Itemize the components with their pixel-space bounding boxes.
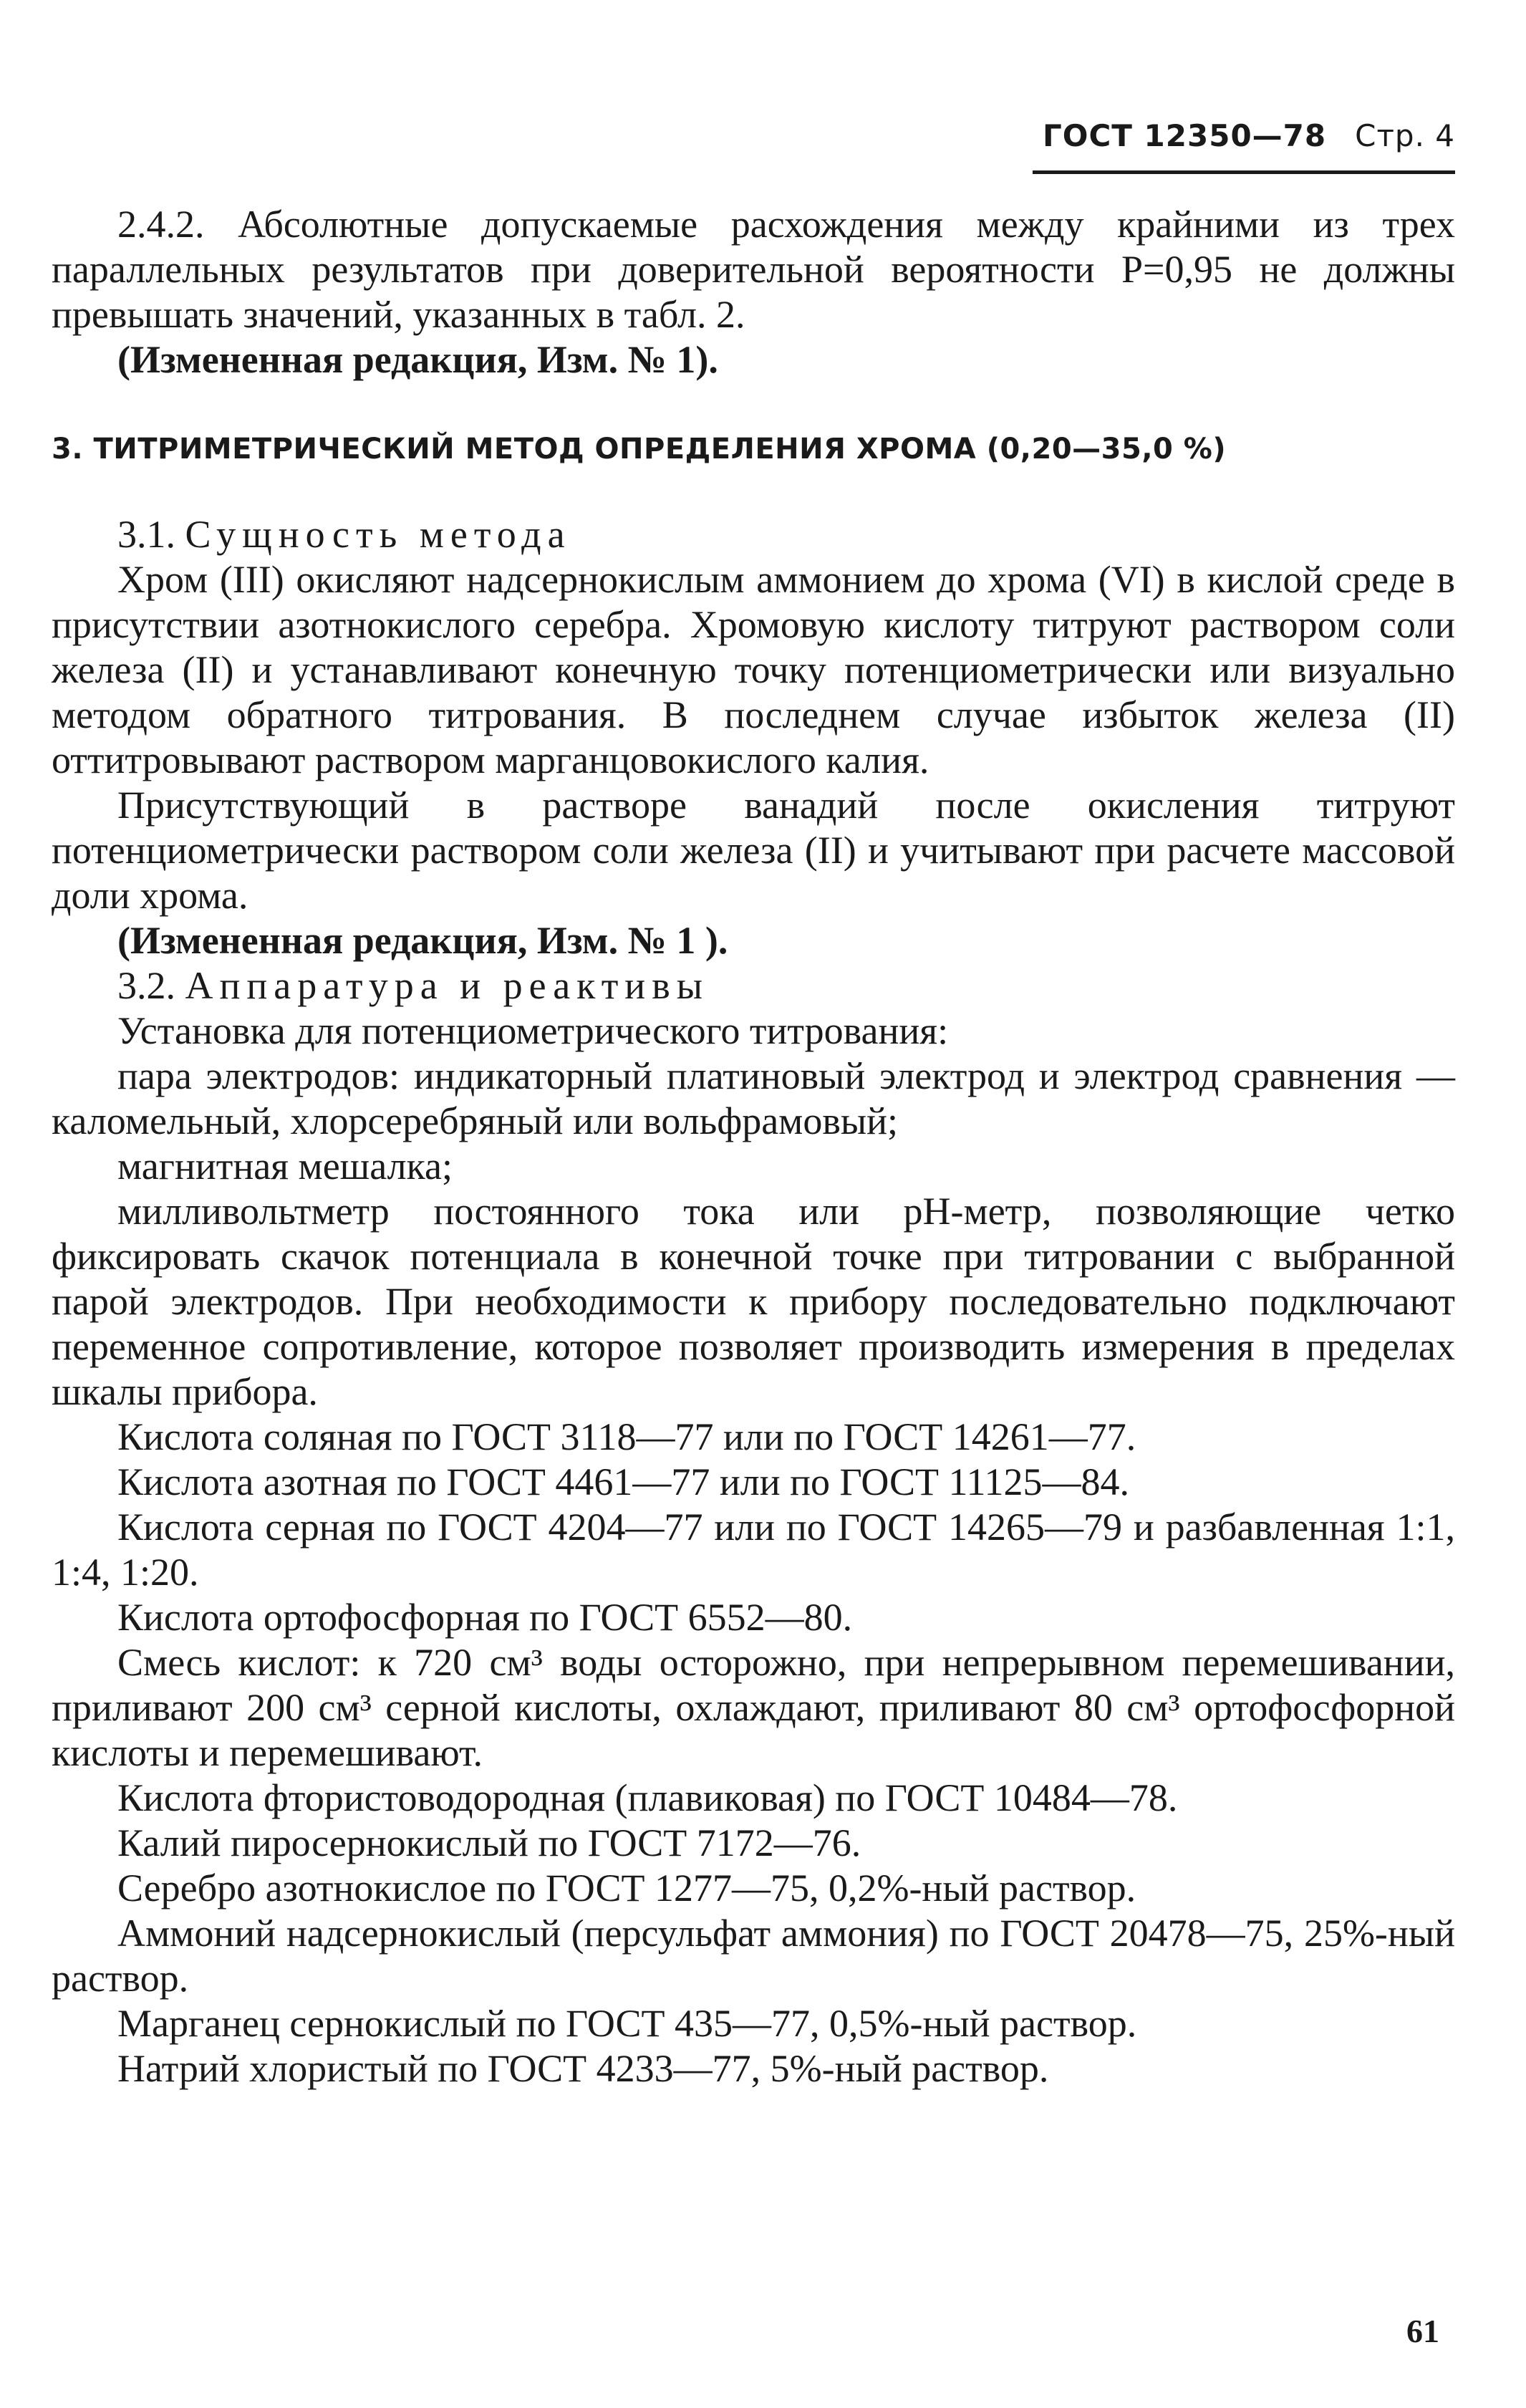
section-3-title: 3. ТИТРИМЕТРИЧЕСКИЙ МЕТОД ОПРЕДЕЛЕНИЯ ХРОМА (0,20—35,0 %) <box>52 433 1227 466</box>
subsection-number: 3.1. <box>117 513 175 556</box>
subsection-number: 3.2. <box>117 964 175 1007</box>
page-number: 61 <box>1406 2313 1439 2349</box>
subsection-title: Аппаратура и реактивы <box>185 964 709 1007</box>
reagent-item: Аммоний надсернокислый (персульфат аммония) по ГОСТ 20478—75, 25%-ный раствор. <box>52 1912 1455 2000</box>
gost-code: ГОСТ 12350—78 <box>1042 118 1327 153</box>
subsection-title: Сущность метода <box>185 513 571 556</box>
reagent-item: Кислота фтористоводородная (плавиковая) по ГОСТ 10484—78. <box>117 1776 1178 1819</box>
apparatus-item: милливольтметр постоянного тока или pH-метр, позволяющие четко фиксировать скачок потенциала в конечной точке при титровании с выбранной парой электродов. При необходимости к прибору последовательно подключают переменное сопротивление, которое позволяет производить измерения в пределах шкалы прибора. <box>52 1190 1455 1413</box>
method-essence-paragraph: Хром (III) окисляют надсернокислым аммонием до хрома (VI) в кислой среде в присутствии азотнокислого серебра. Хромовую кислоту титруют раствором соли железа (II) и устанавливают конечную точку потенциометрически или визуально методом обратного титрования. В последнем случае избыток железа (II) оттитровывают раствором марганцовокислого калия. <box>52 558 1455 781</box>
subsection-3-1-heading <box>52 512 1455 557</box>
reagent-item: Кислота ортофосфорная по ГОСТ 6552—80. <box>117 1596 853 1639</box>
vanadium-paragraph: Присутствующий в растворе ванадий после окисления титруют потенциометрически раствором соли железа (II) и учитывают при расчете массовой доли хрома. <box>52 784 1455 917</box>
page-header <box>1043 118 1455 153</box>
reagent-item: Кислота серная по ГОСТ 4204—77 или по ГОСТ 14265—79 и разбавленная 1:1, 1:4, 1:20. <box>52 1506 1455 1594</box>
document-body <box>52 202 1455 2091</box>
reagent-item: Кислота азотная по ГОСТ 4461—77 или по ГОСТ 11125—84. <box>117 1460 1130 1503</box>
amendment-note: (Измененная редакция, Изм. № 1). <box>117 338 718 381</box>
reagent-item: Калий пиросернокислый по ГОСТ 7172—76. <box>117 1821 861 1864</box>
apparatus-item: пара электродов: индикаторный платиновый электрод и электрод сравнения — каломельный, хлорсеребряный или вольфрамовый; <box>52 1054 1455 1142</box>
document-page <box>52 0 1455 2408</box>
reagent-item: Марганец сернокислый по ГОСТ 435—77, 0,5%-ный раствор. <box>117 2002 1137 2045</box>
reagent-item: Серебро азотнокислое по ГОСТ 1277—75, 0,2%-ный раствор. <box>117 1867 1136 1909</box>
header-rule <box>1033 170 1455 174</box>
apparatus-item: Установка для потенциометрического титрования: <box>117 1009 949 1052</box>
apparatus-item: магнитная мешалка; <box>117 1145 453 1188</box>
reagent-item: Смесь кислот: к 720 см³ воды осторожно, при непрерывном перемешивании, приливают 200 см³ серной кислоты, охлаждают, приливают 80 см³ ортофосфорной кислоты и перемешивают. <box>52 1641 1455 1774</box>
reagent-item: Натрий хлористый по ГОСТ 4233—77, 5%-ный раствор. <box>117 2047 1049 2090</box>
reagent-item: Кислота соляная по ГОСТ 3118—77 или по ГОСТ 14261—77. <box>117 1415 1136 1458</box>
paragraph-2-4-2: 2.4.2. Абсолютные допускаемые расхождения между крайними из трех параллельных результатов при доверительной вероятности P=0,95 не должны превышать значений, указанных в табл. 2. <box>52 203 1455 336</box>
page-label: Стр. 4 <box>1355 118 1455 153</box>
amendment-note: (Измененная редакция, Изм. № 1 ). <box>117 919 728 962</box>
subsection-3-2-heading <box>52 963 1455 1008</box>
